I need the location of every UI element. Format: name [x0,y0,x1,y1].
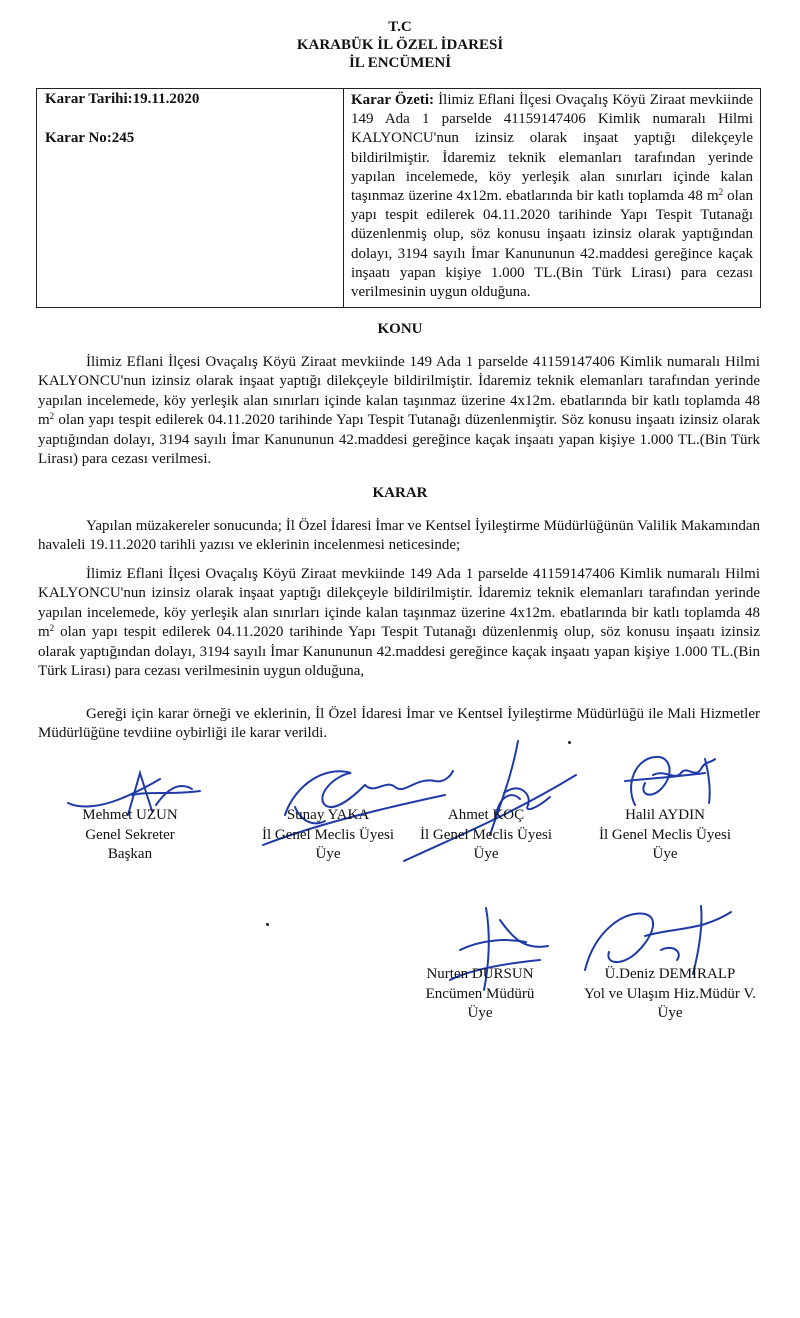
signatory-6 [565,965,775,1024]
superscript: 2 [718,187,724,198]
signatory-title: İl Genel Meclis Üyesi [419,826,553,843]
signatory-role: Üye [315,846,341,862]
karar-paragraph-2 [38,565,760,681]
signatory-title: İl Genel Meclis Üyesi [598,826,732,843]
signatory-1 [55,806,205,865]
document-header [0,18,800,72]
decision-summary-box [36,88,761,308]
karar-text: İlimiz Eflani İlçesi Ovaçalış Köyü Ziraat mevkiinde 149 Ada 1 parselde 41159147406 Kimlik numaralı Hilmi KALYONCU'nun izinsiz olarak inşaat yaptığı dilekçeyle bildirilmiştir. İdaremiz teknik elemanları tarafından yerinde yapılan incelemede, köy yerleşik alan sınırları içinde kalan taşınmaz üzerine 4x12m. ebatlarında bir katlı toplamda 48 m [38,566,760,641]
signatory-name: Halil AYDIN [625,807,705,823]
signatory-role: Üye [657,1005,683,1021]
decision-meta [45,91,199,169]
konu-text: İlimiz Eflani İlçesi Ovaçalış Köyü Ziraat mevkiinde 149 Ada 1 parselde 41159147406 Kimlik numaralı Hilmi KALYONCU'nun izinsiz olarak inşaat yaptığı dilekçeyle bildirilmiştir. İdaremiz teknik elemanları tarafından yerinde yapılan incelemede, köy yerleşik alan sınırları içinde kalan taşınmaz üzerine 4x12m. ebatlarında bir katlı toplamda 48 m [38,354,760,429]
signatory-role: Üye [467,1005,493,1021]
signatory-title: Encümen Müdürü [425,985,535,1002]
summary-label: Karar Özeti: [351,92,435,108]
summary-text: İlimiz Eflani İlçesi Ovaçalış Köyü Ziraat mevkiinde 149 Ada 1 parselde 41159147406 Kimlik numaralı Hilmi KALYONCU'nun izinsiz olarak inşaat yaptığı dilekçeyle bildirilmiştir. İdaremiz teknik elemanları tarafından yerinde yapılan incelemede, köy yerleşik alan sınırları içinde kalan taşınmaz üzerine 4x12m. ebatlarında bir katlı toplamda 48 m [351,92,753,205]
signatory-name: Sunay YAKA [286,807,370,823]
signatory-3 [396,806,576,865]
decision-number: Karar No:245 [45,130,135,146]
signatory-name: Ahmet KOÇ [447,807,525,823]
box-divider [343,89,344,307]
karar-title: KARAR [372,485,428,501]
konu-text-cont: olan yapı tespit edilerek 04.11.2020 tarihinde Yapı Tespit Tutanağı düzenlenmiştir. Söz konusu inşaatı izinsiz olarak yaptığından dolayı, 3194 sayılı İmar Kanununun 42.maddesi gereğince kaçak inşaatı yapan kişiye 1.000 TL.(Bin Türk Lirası) para cezası verilmesi. [38,412,760,468]
signatory-role: Başkan [107,846,153,862]
header-institution: KARABÜK İL ÖZEL İDARESİ [296,37,504,53]
decision-summary [351,91,753,302]
signatory-title: Genel Sekreter [85,826,175,843]
signatory-name: Mehmet UZUN [82,807,178,823]
signatory-4 [575,806,755,865]
signatory-name: Ü.Deniz DEMİRALP [604,966,736,982]
header-tc: T.C [388,19,412,35]
signatory-2 [238,806,418,865]
konu-paragraph [38,353,760,469]
konu-title: KONU [377,321,423,337]
decision-date: Karar Tarihi:19.11.2020 [45,91,200,107]
summary-text-cont: olan yapı tespit edilerek 04.11.2020 tarihinde Yapı Tespit Tutanağı düzenlenmiş olup, söz konusu inşaatı izinsiz olarak yaptığından dolayı, 3194 sayılı İmar Kanununun 42.maddesi gereğince kaçak inşaatı yapan kişiye 1.000 TL.(Bin Türk Lirası) para cezası verilmesinin uygun olduğuna. [351,188,753,301]
header-council: İL ENCÜMENİ [348,55,452,71]
karar-paragraph-1: Yapılan müzakereler sonucunda; İl Özel İdaresi İmar ve Kentsel İyileştirme Müdürlüğünün Valilik Makamından havaleli 19.11.2020 tarihli yazısı ve eklerinin incelenmesi neticesinde; [38,518,760,554]
signatory-5 [405,965,555,1024]
signatory-title: İl Genel Meclis Üyesi [261,826,395,843]
karar-text-cont: olan yapı tespit edilerek 04.11.2020 tarihinde Yapı Tespit Tutanağı düzenlenmiş olup, söz konusu inşaatı izinsiz olarak yaptığından dolayı, 3194 sayılı İmar Kanununun 42.maddesi gereğince kaçak inşaatı yapan kişiye 1.000 TL.(Bin Türk Lirası) para cezası verilmesinin uygun olduğuna, [38,624,760,680]
ink-dot [568,741,571,744]
ink-dot [266,923,269,926]
signatory-role: Üye [652,846,678,862]
signatory-role: Üye [473,846,499,862]
signatory-title: Yol ve Ulaşım Hiz.Müdür V. [583,985,757,1002]
signature-halil-aydin [605,745,725,815]
superscript: 2 [49,623,55,634]
karar-paragraph-3: Gereği için karar örneği ve eklerinin, İl Özel İdaresi İmar ve Kentsel İyileştirme Müdürlüğü ile Mali Hizmetler Müdürlüğüne tevdiine oybirliği ile karar verildi. [38,706,760,742]
signatory-name: Nurten DURSUN [426,966,534,982]
superscript: 2 [49,411,55,422]
